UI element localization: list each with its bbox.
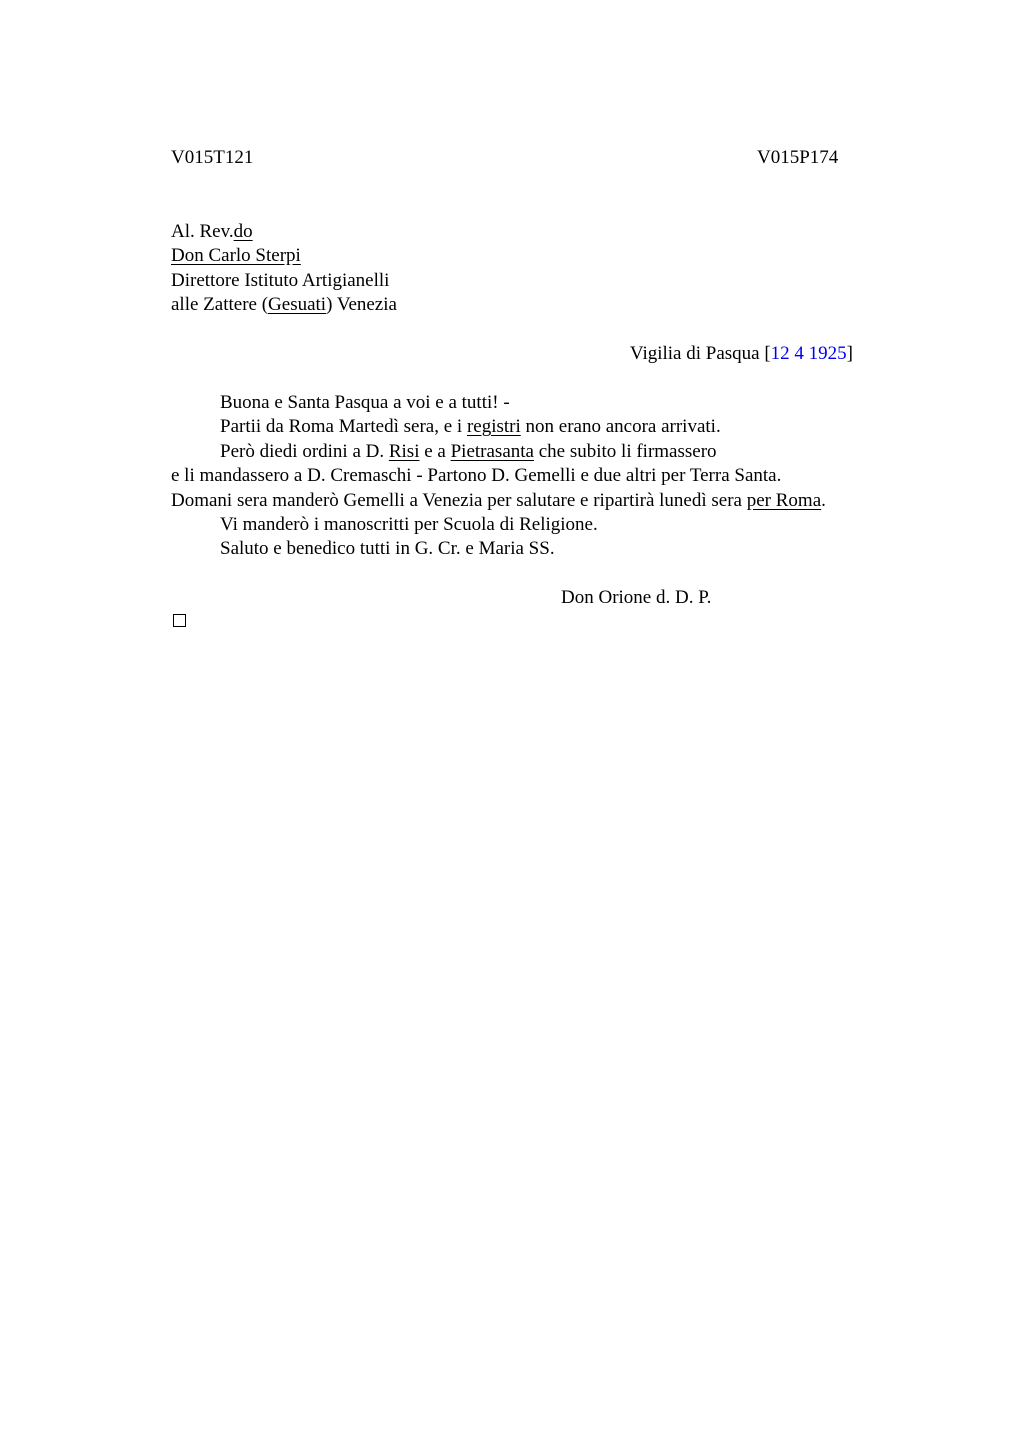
body-line-3-underlined-1: Risi	[388, 441, 420, 462]
dateline-date-link[interactable]: 12 4 1925	[770, 343, 847, 364]
body-line-5-a: Domani sera manderò Gemelli a Venezia per salutare e ripartirà lunedì sera	[171, 490, 747, 511]
recipient-location-underlined: Gesuati	[268, 294, 327, 315]
dateline-prefix: Vigilia di Pasqua [	[629, 343, 771, 364]
body-line-3-b: e a	[419, 441, 451, 462]
body-line-2-underlined: registri	[466, 416, 521, 437]
body-line-5-underlined: per Roma	[746, 490, 822, 511]
dateline-suffix: ]	[846, 343, 853, 364]
body-line-5	[171, 489, 826, 513]
body-line-5-b: .	[821, 490, 826, 511]
document-code-right: V015P174	[757, 147, 839, 168]
body-line-3-a: Però diedi ordini a D.	[220, 441, 389, 462]
body-line-3	[220, 440, 717, 464]
body-line-6: Vi manderò i manoscritti per Scuola di Religione.	[220, 514, 598, 535]
recipient-location-suffix: ) Venezia	[326, 294, 397, 315]
recipient-name: Don Carlo Sterpi	[171, 245, 301, 266]
address-line-1	[171, 220, 253, 244]
address-line-1-underlined: do	[233, 221, 253, 242]
recipient-title: Direttore Istituto Artigianelli	[171, 270, 390, 291]
body-line-7: Saluto e benedico tutti in G. Cr. e Maria SS.	[220, 538, 555, 559]
document-code-left: V015T121	[171, 147, 254, 168]
recipient-location	[171, 293, 397, 317]
body-line-3-c: che subito li firmassero	[533, 441, 717, 462]
dateline	[630, 342, 853, 366]
signature: Don Orione d. D. P.	[561, 587, 712, 608]
body-line-1: Buona e Santa Pasqua a voi e a tutti! -	[220, 392, 510, 413]
address-line-1-prefix: Al. Rev.	[171, 221, 234, 242]
body-line-4: e li mandassero a D. Cremaschi - Partono D. Gemelli e due altri per Terra Santa.	[171, 465, 782, 486]
end-marker-box-icon	[173, 614, 186, 627]
body-line-2-a: Partii da Roma Martedì sera, e i	[220, 416, 467, 437]
body-line-2-b: non erano ancora arrivati.	[520, 416, 721, 437]
recipient-location-prefix: alle Zattere (	[171, 294, 269, 315]
body-line-3-underlined-2: Pietrasanta	[450, 441, 534, 462]
body-line-2	[220, 415, 721, 439]
